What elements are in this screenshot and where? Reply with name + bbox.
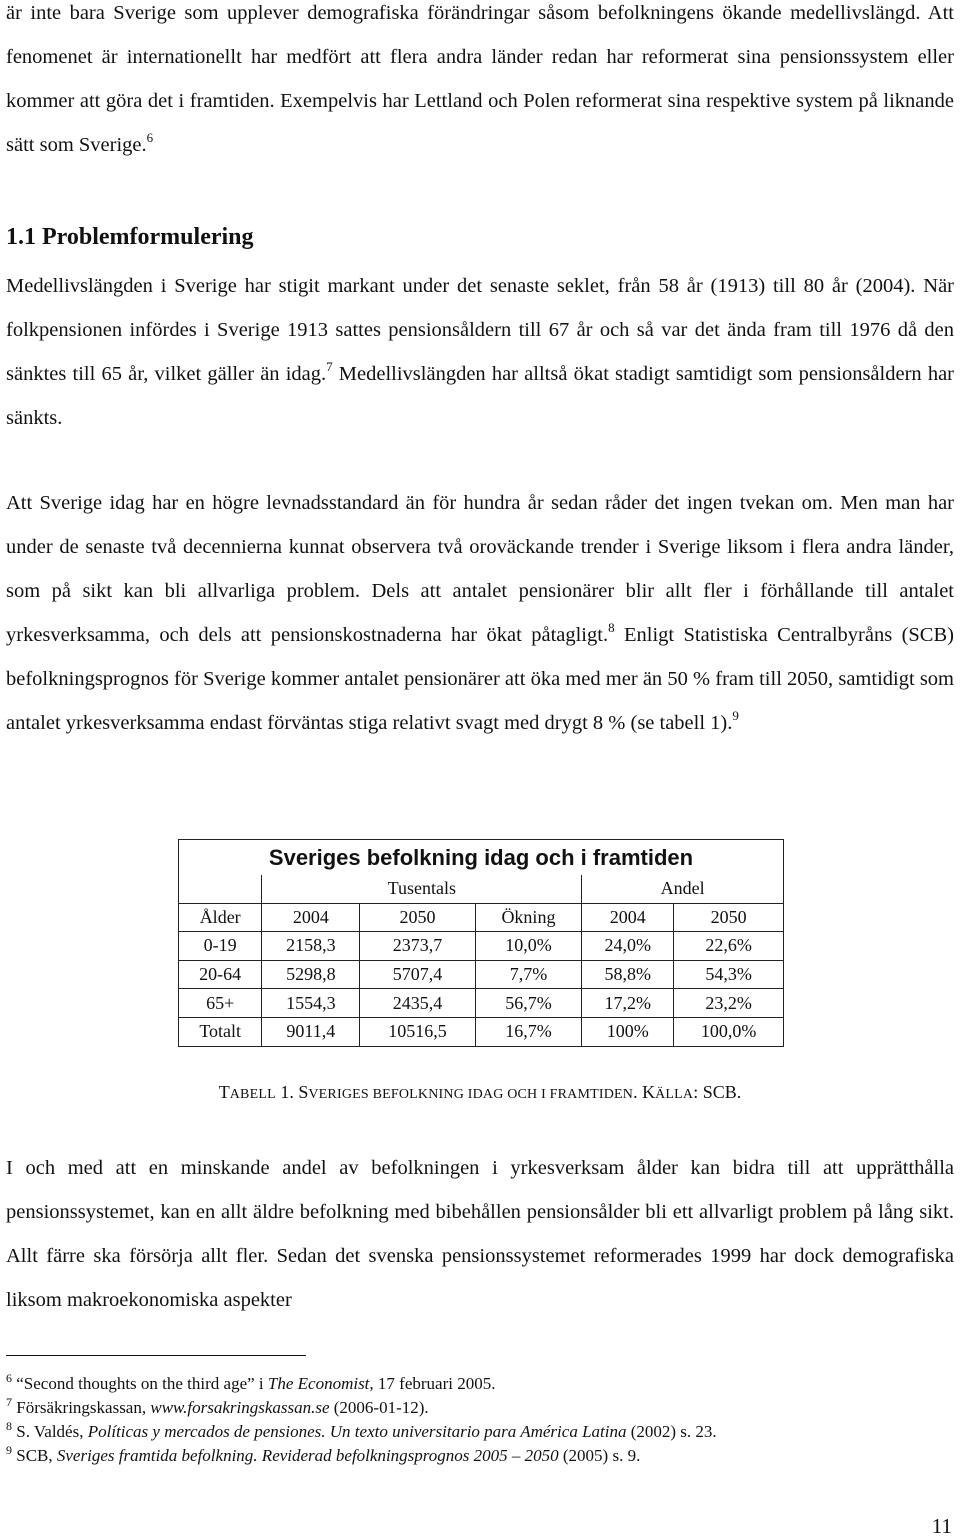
population-table <box>178 839 784 1047</box>
table-caption <box>0 1082 960 1103</box>
footnote-divider <box>6 1355 306 1356</box>
footnote-text: (2005) s. 9. <box>558 1446 641 1465</box>
table-cell: 23,2% <box>674 989 784 1018</box>
footnote-item <box>6 1444 936 1468</box>
paragraph-intro-text: är inte bara Sverige som upplever demografiska förändringar såsom befolkningens ökande medellivslängd. Att fenomenet är internationellt har medfört att flera andra länder redan har reformerat sina pensionssystem eller kommer att göra det i framtiden. Exempelvis har Lettland och Polen reformerat sina respektive system på liknande sätt som Sverige. <box>6 2 954 156</box>
footnote-text: SCB, <box>16 1446 57 1465</box>
footnote-item <box>6 1420 936 1444</box>
table-header-cell: 2050 <box>360 903 475 932</box>
footnote-text: (2002) s. 23. <box>626 1422 717 1441</box>
caption-part: . K <box>633 1082 656 1102</box>
table-cell: 7,7% <box>475 960 582 989</box>
section-heading: 1.1 Problemformulering <box>6 224 254 250</box>
table-cell: 9011,4 <box>262 1017 360 1046</box>
caption-part: ÄLLA <box>655 1087 694 1102</box>
footnote-item <box>6 1372 936 1396</box>
table-cell: 2373,7 <box>360 932 475 961</box>
table-cell: 10516,5 <box>360 1017 475 1046</box>
table-header-cell: Ökning <box>475 903 582 932</box>
footnote-title: Políticas y mercados de pensiones. Un texto universitario para América Latina <box>87 1422 627 1441</box>
footnote-title: The Economist <box>267 1374 370 1393</box>
table-header-cell: 2004 <box>582 903 674 932</box>
table-row <box>179 1017 784 1046</box>
footnote-title: Sveriges framtida befolkning. Reviderad befolkningsprognos 2005 – 2050 <box>56 1446 559 1465</box>
page-number: 11 <box>931 1514 952 1538</box>
table-cell: 0-19 <box>179 932 262 961</box>
table-cell: 2158,3 <box>262 932 360 961</box>
footnote-ref-8[interactable]: 8 <box>608 620 615 635</box>
paragraph-trends-text-b: Enligt Statistiska Centralbyråns (SCB) befolkningsprognos för Sverige kommer antalet pensionärer att öka med mer än 50 % fram till 2050, samtidigt som antalet yrkesverksamma endast förväntas stiga relativt svagt med drygt 8 % (se tabell 1). <box>6 624 954 734</box>
caption-part: 1. S <box>275 1082 309 1102</box>
table-cell: 22,6% <box>674 932 784 961</box>
table-cell: 100,0% <box>674 1017 784 1046</box>
table-header-cell: 2004 <box>262 903 360 932</box>
paragraph-bottom-text: I och med att en minskande andel av befolkningen i yrkesverksam ålder kan bidra till att upprätthålla pensionssystemet, kan en allt äldre befolkning med bibehållen pensionsålder bli ett allvarligt problem på lång sikt. Allt färre ska försörja allt fler. Sedan det svenska pensionssystemet reformerades 1999 har dock demografiska liksom makroekonomiska aspekter <box>6 1157 954 1311</box>
table-cell: 5298,8 <box>262 960 360 989</box>
paragraph-trends-text-a: Att Sverige idag har en högre levnadsstandard än för hundra år sedan råder det ingen tvekan om. Men man har under de senaste två decennierna kunnat observera två oroväckande trender i Sverige liksom i flera andra länder, som på sikt kan bli allvarliga problem. Dels att antalet pensionärer blir allt fler i förhållande till antalet yrkesverksamma, och dels att pensionskostnaderna har ökat påtagligt. <box>6 492 954 646</box>
footnote-item <box>6 1396 936 1420</box>
table-cell: 54,3% <box>674 960 784 989</box>
table-cell: 24,0% <box>582 932 674 961</box>
table-header-cell: Ålder <box>179 903 262 932</box>
table-group-thousands: Tusentals <box>262 875 582 903</box>
footnote-number: 7 <box>6 1395 12 1409</box>
table-cell: 2435,4 <box>360 989 475 1018</box>
table-cell: 1554,3 <box>262 989 360 1018</box>
table-group-empty <box>179 875 262 903</box>
caption-part: T <box>218 1082 230 1102</box>
table-header-row <box>179 903 784 932</box>
table-cell: 20-64 <box>179 960 262 989</box>
table-title: Sveriges befolkning idag och i framtiden <box>179 840 784 876</box>
table-cell: 5707,4 <box>360 960 475 989</box>
paragraph-problem <box>6 264 954 440</box>
footnote-ref-6[interactable]: 6 <box>146 130 154 145</box>
caption-part: ABELL <box>229 1087 276 1102</box>
table-cell: 65+ <box>179 989 262 1018</box>
table-row <box>179 932 784 961</box>
footnote-text: , 17 februari 2005. <box>369 1374 496 1393</box>
caption-part: : SCB. <box>693 1082 742 1102</box>
table-group-share: Andel <box>582 875 784 903</box>
footnote-number: 8 <box>6 1419 12 1433</box>
table-cell: 58,8% <box>582 960 674 989</box>
caption-part: VERIGES BEFOLKNING IDAG OCH I FRAMTIDEN <box>308 1087 634 1102</box>
table-row <box>179 989 784 1018</box>
footnote-number: 9 <box>6 1443 12 1457</box>
footnote-ref-9[interactable]: 9 <box>732 708 739 723</box>
footnote-text: S. Valdés, <box>16 1422 88 1441</box>
table-cell: 56,7% <box>475 989 582 1018</box>
footnote-text: Försäkringskassan, <box>16 1398 151 1417</box>
paragraph-intro <box>6 0 954 167</box>
paragraph-bottom <box>6 1146 954 1322</box>
footnote-text: “Second thoughts on the third age” i <box>16 1374 268 1393</box>
footnote-link[interactable]: www.forsakringskassan.se <box>150 1398 330 1417</box>
footnote-number: 6 <box>6 1371 12 1385</box>
footnote-text: (2006-01-12). <box>329 1398 429 1417</box>
footnotes <box>6 1372 936 1468</box>
table-cell: Totalt <box>179 1017 262 1046</box>
footnote-ref-7[interactable]: 7 <box>326 359 333 374</box>
table-cell: 10,0% <box>475 932 582 961</box>
paragraph-problem-text-a: Medellivslängden i Sverige har stigit markant under det senaste seklet, från 58 år (1913) till 80 år (2004). När folkpensionen infördes i Sverige 1913 sattes pensionsåldern till 67 år och så var det ända fram till 1976 då den sänktes till 65 år, vilket gäller än idag. <box>6 275 954 385</box>
table-cell: 16,7% <box>475 1017 582 1046</box>
table-header-cell: 2050 <box>674 903 784 932</box>
paragraph-problem-text-b: Medellivslängden har alltså ökat stadigt samtidigt som pensionsåldern har sänkts. <box>6 363 954 429</box>
paragraph-trends <box>6 481 954 745</box>
table-cell: 100% <box>582 1017 674 1046</box>
table-row <box>179 960 784 989</box>
table-cell: 17,2% <box>582 989 674 1018</box>
